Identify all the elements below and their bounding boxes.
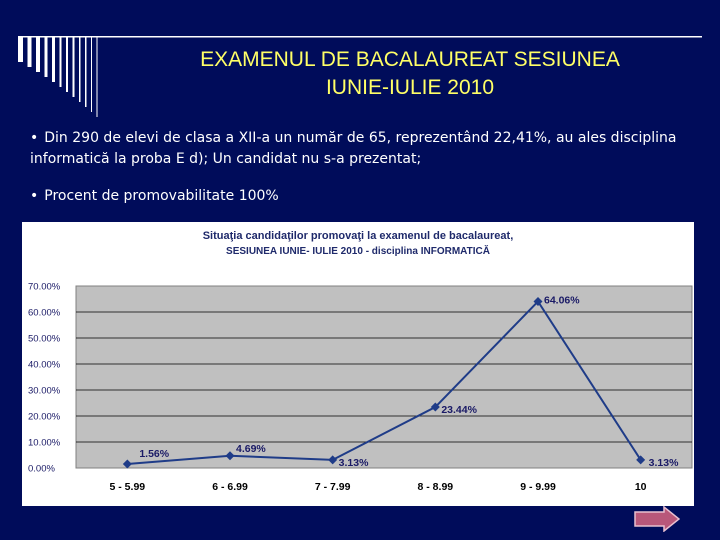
data-label: 3.13% — [648, 456, 679, 469]
bullet-participants-text: Din 290 de elevi de clasa a XII-a un număr de 65, reprezentând 22,41%, au ales disciplina informatică la proba E d); Un candidat nu s-a prezentat; — [30, 130, 677, 167]
data-label: 64.06% — [544, 294, 580, 307]
decor-stripe — [97, 36, 98, 117]
decor-rule — [18, 36, 702, 38]
y-tick-label: 50.00% — [28, 333, 61, 345]
slide-title-line1: EXAMENUL DE BACALAUREAT SESIUNEA — [200, 48, 620, 71]
decor-stripe — [73, 36, 75, 97]
right-arrow-icon — [635, 507, 679, 531]
decor-stripe — [52, 36, 55, 82]
bullet-pass-rate-text: Procent de promovabilitate 100% — [44, 188, 279, 204]
decor-stripe — [45, 36, 48, 77]
x-tick-label: 7 - 7.99 — [314, 481, 351, 493]
y-tick-label: 30.00% — [28, 385, 61, 397]
x-tick-label: 10 — [634, 481, 647, 493]
decor-stripe — [28, 36, 32, 67]
decor-stripe — [18, 36, 23, 62]
y-tick-label: 10.00% — [28, 437, 61, 449]
bullet-pass-rate — [30, 186, 700, 207]
decor-stripe — [91, 36, 92, 112]
data-label: 4.69% — [236, 442, 266, 455]
y-tick-label: 60.00% — [28, 307, 61, 319]
data-label: 23.44% — [441, 404, 477, 417]
y-tick-label: 20.00% — [28, 411, 61, 423]
next-slide-button[interactable] — [634, 506, 680, 532]
decor-stripe — [85, 36, 87, 107]
line-chart — [22, 222, 694, 506]
y-tick-label: 0.00% — [28, 463, 55, 475]
plot-area — [76, 286, 692, 468]
x-tick-label: 5 - 5.99 — [109, 481, 146, 493]
chart-title-line2: SESIUNEA IUNIE- IULIE 2010 - disciplina INFORMATICĂ — [226, 246, 490, 257]
bullet-participants — [30, 128, 700, 170]
chart-title-line1: Situaţia candidaţilor promovaţi la examenul de bacalaureat, — [202, 230, 514, 242]
data-label: 3.13% — [338, 456, 369, 469]
data-label: 1.56% — [139, 447, 170, 460]
decor-stripe — [79, 36, 81, 102]
slide-title — [120, 46, 700, 102]
x-tick-label: 8 - 8.99 — [417, 481, 454, 493]
slide-title-line2: IUNIE-IULIE 2010 — [325, 76, 495, 99]
decor-stripe — [36, 36, 40, 72]
decor-stripe — [60, 36, 62, 87]
y-tick-label: 40.00% — [28, 359, 61, 371]
bullet-symbol: • — [30, 188, 39, 204]
y-tick-label: 70.00% — [28, 281, 61, 293]
x-tick-label: 6 - 6.99 — [212, 481, 248, 493]
bullet-symbol: • — [30, 130, 39, 146]
decor-stripe — [66, 36, 68, 92]
x-tick-label: 9 - 9.99 — [520, 481, 556, 493]
chart-panel — [22, 222, 694, 506]
